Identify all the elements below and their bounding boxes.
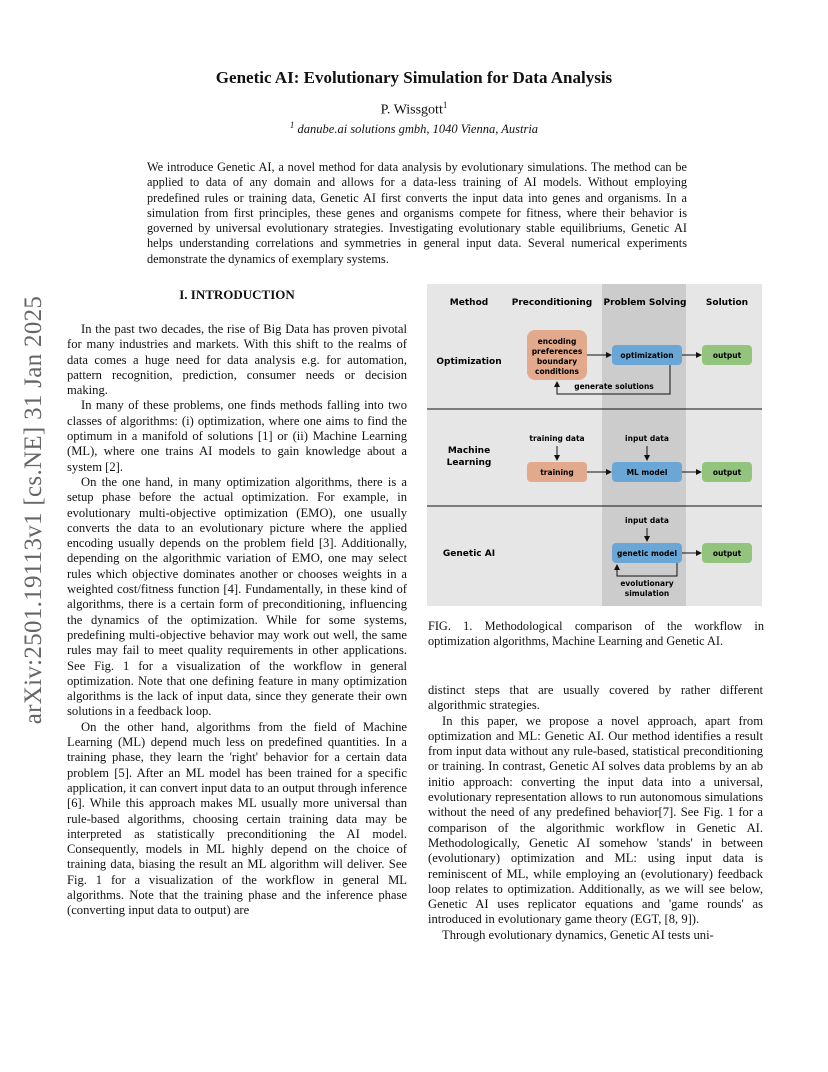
paper-title: Genetic AI: Evolutionary Simulation for Data Analysis bbox=[215, 68, 613, 87]
output-box-label: output bbox=[712, 549, 742, 558]
paragraph: On the other hand, algorithms from the field of Machine Learning (ML) depend much less on predefined quantities. In a training phase, they learn the 'right' behavior for a certain data problem [5]. After an ML model has been trained for a specific application, it can convert input data to an output through inference [6]. While this approach makes ML usually more universal than rule-based algorithms, choosing certain training data may be interpreted as statistically preconditioning the AI model. Consequently, models in ML highly depend on the choice of training data, biasing the result an ML algorithm will deliver. See Fig. 1 for a visualization of the workflow in general ML algorithms. Note that the training phase and the inference phase (converting input data to output) are bbox=[67, 719, 407, 918]
affiliation: danube.ai solutions gmbh, 1040 Vienna, Austria bbox=[297, 122, 539, 137]
paragraph: distinct steps that are usually covered by rather different algorithmic strategies. bbox=[428, 683, 763, 713]
row-label-optimization: Optimization bbox=[436, 357, 502, 367]
input-data-label: input data bbox=[625, 516, 669, 525]
header-problem-solving: Problem Solving bbox=[603, 298, 687, 308]
paragraph: In this paper, we propose a novel approach, apart from optimization and ML: Genetic AI. Our method identifies a result from input data without any rule-based, statistical preconditioning or training. In contrast, Genetic AI solves data problems by an ab initio approach: converting the input data into a universal, evolutionary representation allows to run autonomous simulations without the need of any predefined behavior[7]. See Fig. 1 for a comparison of the algorithmic workflow in Genetic AI. Methodologically, Genetic AI somehow 'stands' in between (evolutionary) optimization and ML: using input data is reminiscent of ML, while employing an (evolutionary) feedback loop relates to optimization. Additionally, as we will see below, Genetic AI uses replicator equations and 'game rounds' as introduced in evolutionary game theory (EGT, [8, 9]). bbox=[428, 713, 763, 927]
paragraph: On the one hand, in many optimization algorithms, there is a setup phase before the actual optimization. For example, in evolutionary multi-objective optimization (EMO), one usually converts the data to an evolutionary picture where the applied encoding usually depends on the problem field [3]. Additionally, depending on the algorithmic variation of EMO, one may select rules which objective dominates another or chooses weights in a weighted cost/fitness function [4]. Fundamentally, in these kind of algorithms, there is a certain form of preconditioning, influencing the dynamics of the optimization. While for some systems, predefining multi-objective behavior may work out well, the same rules may fail to meet quality requirements in other applications. See Fig. 1 for a visualization of the workflow in general optimization. Note that one defining feature in many optimization algorithms is the lack of input data, since they generate their own solutions in a feedback loop. bbox=[67, 474, 407, 719]
figure-caption: FIG. 1. Methodological comparison of the workflow in optimization algorithms, Machine Learning and Genetic AI. bbox=[428, 619, 764, 649]
row-label-machine: Machine bbox=[447, 446, 491, 456]
author-line bbox=[0, 100, 828, 119]
precond-text: conditions bbox=[535, 367, 579, 376]
author-superscript: 1 bbox=[442, 100, 448, 110]
section-heading: I. INTRODUCTION bbox=[179, 287, 295, 302]
header-preconditioning: Preconditioning bbox=[511, 298, 593, 308]
evolutionary-simulation-label: evolutionary bbox=[620, 579, 674, 588]
ml-model-box-label: ML model bbox=[626, 468, 668, 477]
training-data-label: training data bbox=[529, 434, 585, 443]
output-box-label: output bbox=[712, 351, 742, 360]
evolutionary-simulation-label: simulation bbox=[624, 589, 670, 598]
abstract: We introduce Genetic AI, a novel method for data analysis by evolutionary simulations. The method can be applied to data of any domain and allows for a data-less training of AI models. Without employing predefined rules or training data, Genetic AI first converts the input data into genes and organisms. In a simulation from first principles, these genes and organisms compete for fitness, where their behavior is governed by universal evolutionary strategies. Investigating evolutionary stable equilibriums, Genetic AI helps understanding correlations and symmetries in general input data. Several numerical experiments demonstrate the dynamics of exemplary systems. bbox=[147, 160, 687, 266]
affiliation-superscript: 1 bbox=[289, 120, 295, 130]
row-label-genetic-ai: Genetic AI bbox=[442, 549, 496, 559]
generate-solutions-label: generate solutions bbox=[574, 382, 654, 391]
author-name: P. Wissgott bbox=[380, 102, 443, 118]
left-column bbox=[67, 322, 407, 919]
precond-text: preferences bbox=[531, 347, 583, 356]
paragraph: In the past two decades, the rise of Big Data has proven pivotal for many industries and markets. With this shift to the realms of data comes a huge need for data analysis e.g. for automation, pattern recognition, prediction, consumer needs or decision making. bbox=[67, 322, 407, 398]
input-data-label: input data bbox=[625, 434, 669, 443]
row-label-learning: Learning bbox=[446, 458, 492, 468]
paragraph: Through evolutionary dynamics, Genetic AI tests uni- bbox=[442, 927, 714, 942]
training-box-label: training bbox=[540, 468, 574, 477]
precond-text: encoding bbox=[537, 337, 577, 346]
header-method: Method bbox=[449, 298, 489, 308]
arxiv-id: arXiv:2501.19113v1 [cs.NE] 31 Jan 2025 bbox=[20, 295, 47, 725]
output-box-label: output bbox=[712, 468, 742, 477]
genetic-model-box-label: genetic model bbox=[616, 549, 678, 558]
affiliation-line bbox=[0, 120, 828, 137]
paragraph: In many of these problems, one finds methods falling into two classes of algorithms: (i) optimization, where one aims to find the optimum in a manifold of solutions [1] or (ii) Machine Learning (ML), where one trains AI models to gain knowledge about a system [2]. bbox=[67, 398, 407, 474]
optimization-box-label: optimization bbox=[620, 351, 674, 360]
workflow-figure bbox=[427, 284, 762, 606]
precond-text: boundary bbox=[536, 357, 578, 366]
header-solution: Solution bbox=[705, 298, 749, 308]
right-column bbox=[428, 683, 763, 943]
arxiv-watermark bbox=[10, 280, 58, 760]
